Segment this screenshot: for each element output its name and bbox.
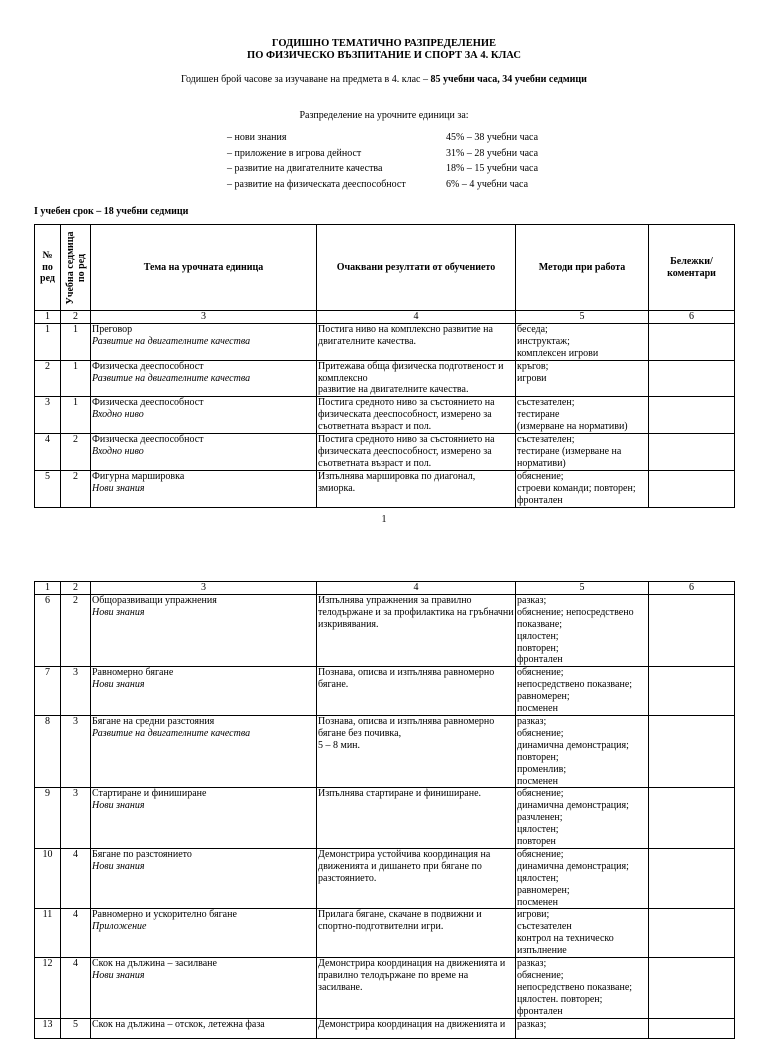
distribution-item [227, 179, 587, 195]
topic-type: Нови знания [92, 606, 145, 618]
column-index-cell: 1 [35, 311, 61, 324]
column-index-row [35, 311, 735, 324]
table-body-page-2 [35, 582, 735, 1039]
cell-expected-results: Постига ниво на комплексно развитие на двигателните качества. [317, 323, 516, 360]
cell-expected-results: Изпълнява упражнения за правилно телодържане и за профилактика на гръбначни изкривявания. [317, 594, 516, 666]
cell-methods: обяснение; динамична демонстрация; цялостен; равномерен; посменен [516, 848, 649, 909]
cell-week: 2 [61, 434, 91, 471]
cell-expected-results: Демонстрира координация на движенията и [317, 1018, 516, 1038]
cell-notes [649, 848, 735, 909]
column-index-cell: 4 [317, 582, 516, 595]
cell-notes [649, 788, 735, 849]
annual-hours-bold: 85 учебни часа, 34 учебни седмици [430, 74, 587, 85]
cell-expected-results: Постига средното ниво за състоянието на физическата дееспособност, измерено за съответната възраст и пол. [317, 397, 516, 434]
cell-notes [649, 909, 735, 958]
term-heading: I учебен срок – 18 учебни седмици [34, 206, 189, 217]
cell-notes [649, 434, 735, 471]
topic-title: Скок на дължина – засилване [92, 958, 217, 970]
topic-type: Нови знания [92, 679, 145, 691]
cell-topic [91, 1018, 317, 1038]
cell-notes [649, 360, 735, 397]
cell-number: 13 [35, 1018, 61, 1038]
distribution-item-label: – нови знания [227, 132, 287, 143]
cell-notes [649, 715, 735, 787]
column-index-cell: 2 [61, 311, 91, 324]
cell-expected-results: Постига средното ниво за състоянието на физическата дееспособност, измерено за съответната възраст и пол. [317, 434, 516, 471]
cell-week: 1 [61, 360, 91, 397]
cell-notes [649, 323, 735, 360]
cell-expected-results: Притежава обща физическа подготвеност и комплексно развитие на двигателните качества. [317, 360, 516, 397]
header-week-text: Учебна седмица по ред [64, 231, 87, 304]
topic-title: Бягане по разстоянието [92, 848, 192, 860]
cell-topic [91, 788, 317, 849]
column-index-cell: 3 [91, 311, 317, 324]
cell-number: 11 [35, 909, 61, 958]
distribution-item-value: 18% – 15 учебни часа [446, 163, 539, 174]
header-results: Очаквани резултати от обучението [317, 225, 516, 311]
cell-methods: състезателен; тестиране (измерване на нормативи) [516, 397, 649, 434]
cell-expected-results: Демонстрира координация на движенията и правилно телодържане по време на засилване. [317, 958, 516, 1019]
cell-notes [649, 470, 735, 507]
distribution-title: Разпределение на урочните единици за: [299, 110, 469, 121]
topic-title: Равномерно и ускорително бягане [92, 909, 237, 921]
cell-topic [91, 667, 317, 716]
topic-title: Физическа дееспособност [92, 434, 204, 446]
topic-title: Скок на дължина – отскок, летежна фаза [92, 1018, 265, 1030]
cell-topic [91, 715, 317, 787]
cell-number: 5 [35, 470, 61, 507]
cell-methods: игрови; състезателен контрол на техническо изпълнение [516, 909, 649, 958]
header-week [61, 225, 91, 311]
schedule-table-page-1 [34, 224, 735, 508]
cell-week: 4 [61, 958, 91, 1019]
cell-week: 1 [61, 323, 91, 360]
annual-hours-line [0, 74, 768, 86]
cell-methods: обяснение; динамична демонстрация; разчленен; цялостен; повторен [516, 788, 649, 849]
cell-topic [91, 434, 317, 471]
topic-title: Стартиране и финиширане [92, 788, 207, 800]
column-index-row [35, 582, 735, 595]
header-number: № по ред [35, 225, 61, 311]
cell-topic [91, 470, 317, 507]
topic-type: Нови знания [92, 860, 145, 872]
column-index-cell: 1 [35, 582, 61, 595]
table-row [35, 848, 735, 909]
cell-notes [649, 958, 735, 1019]
cell-notes [649, 1018, 735, 1038]
column-index-cell: 5 [516, 311, 649, 324]
header-topic: Тема на урочната единица [91, 225, 317, 311]
table-row [35, 594, 735, 666]
topic-type: Приложение [92, 921, 147, 933]
cell-week: 3 [61, 715, 91, 787]
cell-number: 4 [35, 434, 61, 471]
cell-methods: кръгов; игрови [516, 360, 649, 397]
cell-number: 6 [35, 594, 61, 666]
cell-topic [91, 360, 317, 397]
distribution-item-label: – приложение в игрова дейност [227, 147, 362, 159]
column-index-cell: 3 [91, 582, 317, 595]
cell-number: 12 [35, 958, 61, 1019]
distribution-item-value: 31% – 28 учебни часа [446, 147, 539, 159]
table-body-page-1 [35, 311, 735, 508]
table-row [35, 397, 735, 434]
table-row [35, 360, 735, 397]
cell-methods: разказ; обяснение; непосредствено показване; цялостен. повторен; фронтален [516, 958, 649, 1019]
cell-number: 7 [35, 667, 61, 716]
document-title-line-2: ПО ФИЗИЧЕСКО ВЪЗПИТАНИЕ И СПОРТ ЗА 4. КЛАС [247, 50, 521, 61]
topic-type: Входно ниво [92, 445, 144, 457]
topic-type: Развитие на двигателните качества [92, 727, 251, 739]
topic-title: Общоразвиващи упражнения [92, 594, 217, 606]
table-row [35, 958, 735, 1019]
cell-topic [91, 909, 317, 958]
cell-week: 4 [61, 909, 91, 958]
cell-expected-results: Демонстрира устойчива координация на движенията и дишането при бягане по разстоянието. [317, 848, 516, 909]
cell-week: 2 [61, 470, 91, 507]
topic-title: Физическа дееспособност [92, 360, 204, 372]
topic-type: Развитие на двигателните качества [92, 335, 251, 347]
topic-type: Нови знания [92, 482, 145, 494]
header-notes: Бележки/ коментари [649, 225, 735, 311]
cell-notes [649, 397, 735, 434]
cell-week: 5 [61, 1018, 91, 1038]
distribution-item [227, 148, 587, 164]
column-index-cell: 6 [649, 311, 735, 324]
cell-methods: обяснение; строеви команди; повторен; фронтален [516, 470, 649, 507]
cell-methods: разказ; [516, 1018, 649, 1038]
topic-title: Преговор [92, 323, 133, 335]
cell-number: 9 [35, 788, 61, 849]
cell-methods: беседа; инструктаж; комплексен игрови [516, 323, 649, 360]
cell-week: 3 [61, 788, 91, 849]
cell-methods: разказ; обяснение; динамична демонстрация; повторен; променлив; посменен [516, 715, 649, 787]
distribution-item-value: 6% – 4 учебни часа [446, 178, 529, 190]
cell-number: 3 [35, 397, 61, 434]
cell-methods: разказ; обяснение; непосредствено показване; цялостен; повторен; фронтален [516, 594, 649, 666]
topic-title: Фигурна маршировка [92, 470, 185, 482]
cell-expected-results: Прилага бягане, скачане в подвижни и спортно-подготвителни игри. [317, 909, 516, 958]
topic-type: Входно ниво [92, 409, 144, 421]
distribution-list [227, 132, 587, 194]
cell-week: 3 [61, 667, 91, 716]
document-title-line-1: ГОДИШНО ТЕМАТИЧНО РАЗПРЕДЕЛЕНИЕ [271, 38, 497, 49]
cell-methods: обяснение; непосредствено показване; равномерен; посменен [516, 667, 649, 716]
annual-hours-prefix: Годишен брой часове за изучаване на предмета в 4. клас – [181, 74, 431, 85]
cell-number: 10 [35, 848, 61, 909]
topic-title: Бягане на средни разстояния [92, 715, 215, 727]
cell-week: 2 [61, 594, 91, 666]
distribution-item [227, 163, 587, 179]
distribution-item-label: – развитие на физическата дееспособност [227, 178, 406, 190]
schedule-table-page-2 [34, 581, 735, 1039]
topic-title: Равномерно бягане [92, 667, 174, 679]
column-index-cell: 5 [516, 582, 649, 595]
table-row [35, 434, 735, 471]
distribution-item-value: 45% – 38 учебни часа [446, 132, 539, 143]
header-methods: Методи при работа [516, 225, 649, 311]
cell-notes [649, 667, 735, 716]
cell-expected-results: Познава, описва и изпълнява равномерно бягане. [317, 667, 516, 716]
topic-title: Физическа дееспособност [92, 397, 204, 409]
table-row [35, 909, 735, 958]
cell-week: 4 [61, 848, 91, 909]
table-row [35, 715, 735, 787]
cell-topic [91, 397, 317, 434]
cell-topic [91, 594, 317, 666]
table-row [35, 667, 735, 716]
cell-topic [91, 323, 317, 360]
topic-type: Развитие на двигателните качества [92, 372, 251, 384]
cell-topic [91, 848, 317, 909]
distribution-item [227, 132, 587, 148]
column-index-cell: 6 [649, 582, 735, 595]
topic-type: Нови знания [92, 970, 145, 981]
cell-number: 8 [35, 715, 61, 787]
table-row [35, 470, 735, 507]
table-row [35, 788, 735, 849]
cell-topic [91, 958, 317, 1019]
cell-expected-results: Изпълнява маршировка по диагонал, змиорка. [317, 470, 516, 507]
table-row [35, 1018, 735, 1038]
column-index-cell: 2 [61, 582, 91, 595]
cell-expected-results: Изпълнява стартиране и финиширане. [317, 788, 516, 849]
column-index-cell: 4 [317, 311, 516, 324]
cell-methods: състезателен; тестиране (измерване на нормативи) [516, 434, 649, 471]
cell-number: 2 [35, 360, 61, 397]
distribution-item-label: – развитие на двигателните качества [227, 163, 383, 174]
cell-number: 1 [35, 323, 61, 360]
cell-notes [649, 594, 735, 666]
page-number: 1 [381, 514, 387, 525]
table-row [35, 323, 735, 360]
cell-expected-results: Познава, описва и изпълнява равномерно бягане без почивка, 5 – 8 мин. [317, 715, 516, 787]
cell-week: 1 [61, 397, 91, 434]
topic-type: Нови знания [92, 800, 145, 812]
